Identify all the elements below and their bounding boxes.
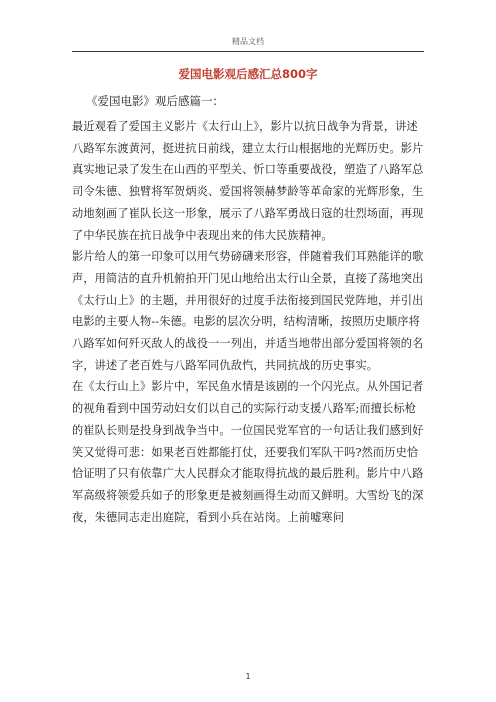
paragraph: 在《太行山上》影片中，军民鱼水情是该剧的一个闪光点。从外国记者的视角看到中国劳动妇女们以自己的实际行动支援八路军;而擅长标枪的崔队长则是投身到战争当中。一位国民党军官的一句话让我们感到好笑又觉得可悲：如果老百姓都能打仗，还要我们军队干吗?然而历史恰恰证明了只有依靠广大人民群众才能取得抗战的最后胜利。影片中八路军高级将领爱兵如子的形象更是被刻画得生动而又鲜明。大雪纷飞的深夜，朱德同志走出庭院，看到小兵在站岗。上前嘘寒问 — [72, 380, 424, 524]
paragraph: 最近观看了爱国主义影片《太行山上》，影片以抗日战争为背景，讲述八路军东渡黄河，挺进抗日前线，建立太行山根据地的光辉历史。影片真实地记录了发生在山西的平型关、忻口等重要战役，塑造了八路军总司令朱德、独臂将军贺炳炎、爱国将领赫梦龄等革命家的光辉形象，生动地刻画了崔队长这一形象，展示了八路军勇战日寇的壮烈场面，再现了中华民族在抗日战争中表现出来的伟大民族精神。 — [72, 120, 424, 242]
page-header: 精品文档 — [72, 36, 424, 52]
document-title: 爱国电影观后感汇总800字 — [178, 67, 318, 81]
paragraph: 影片给人的第一印象可以用气势磅礴来形容，伴随着我们耳熟能详的歌声，用简洁的直升机俯拍开门见山地给出太行山全景，直接了荡地突出《太行山上》的主题，并用很好的过度手法衔接到国民党阵地，并引出电影的主要人物--朱德。电影的层次分明，结构清晰，按照历史顺序将八路军如何歼灭敌人的战役一一列出，并适当地带出部分爱国将领的名字，讲述了老百姓与八路军同仇敌忾，共同抗战的历史事实。 — [72, 250, 424, 372]
section-subtitle: 《爱国电影》观后感篇一： — [86, 94, 224, 108]
document-body — [72, 116, 427, 528]
page-number: 1 — [245, 672, 251, 681]
